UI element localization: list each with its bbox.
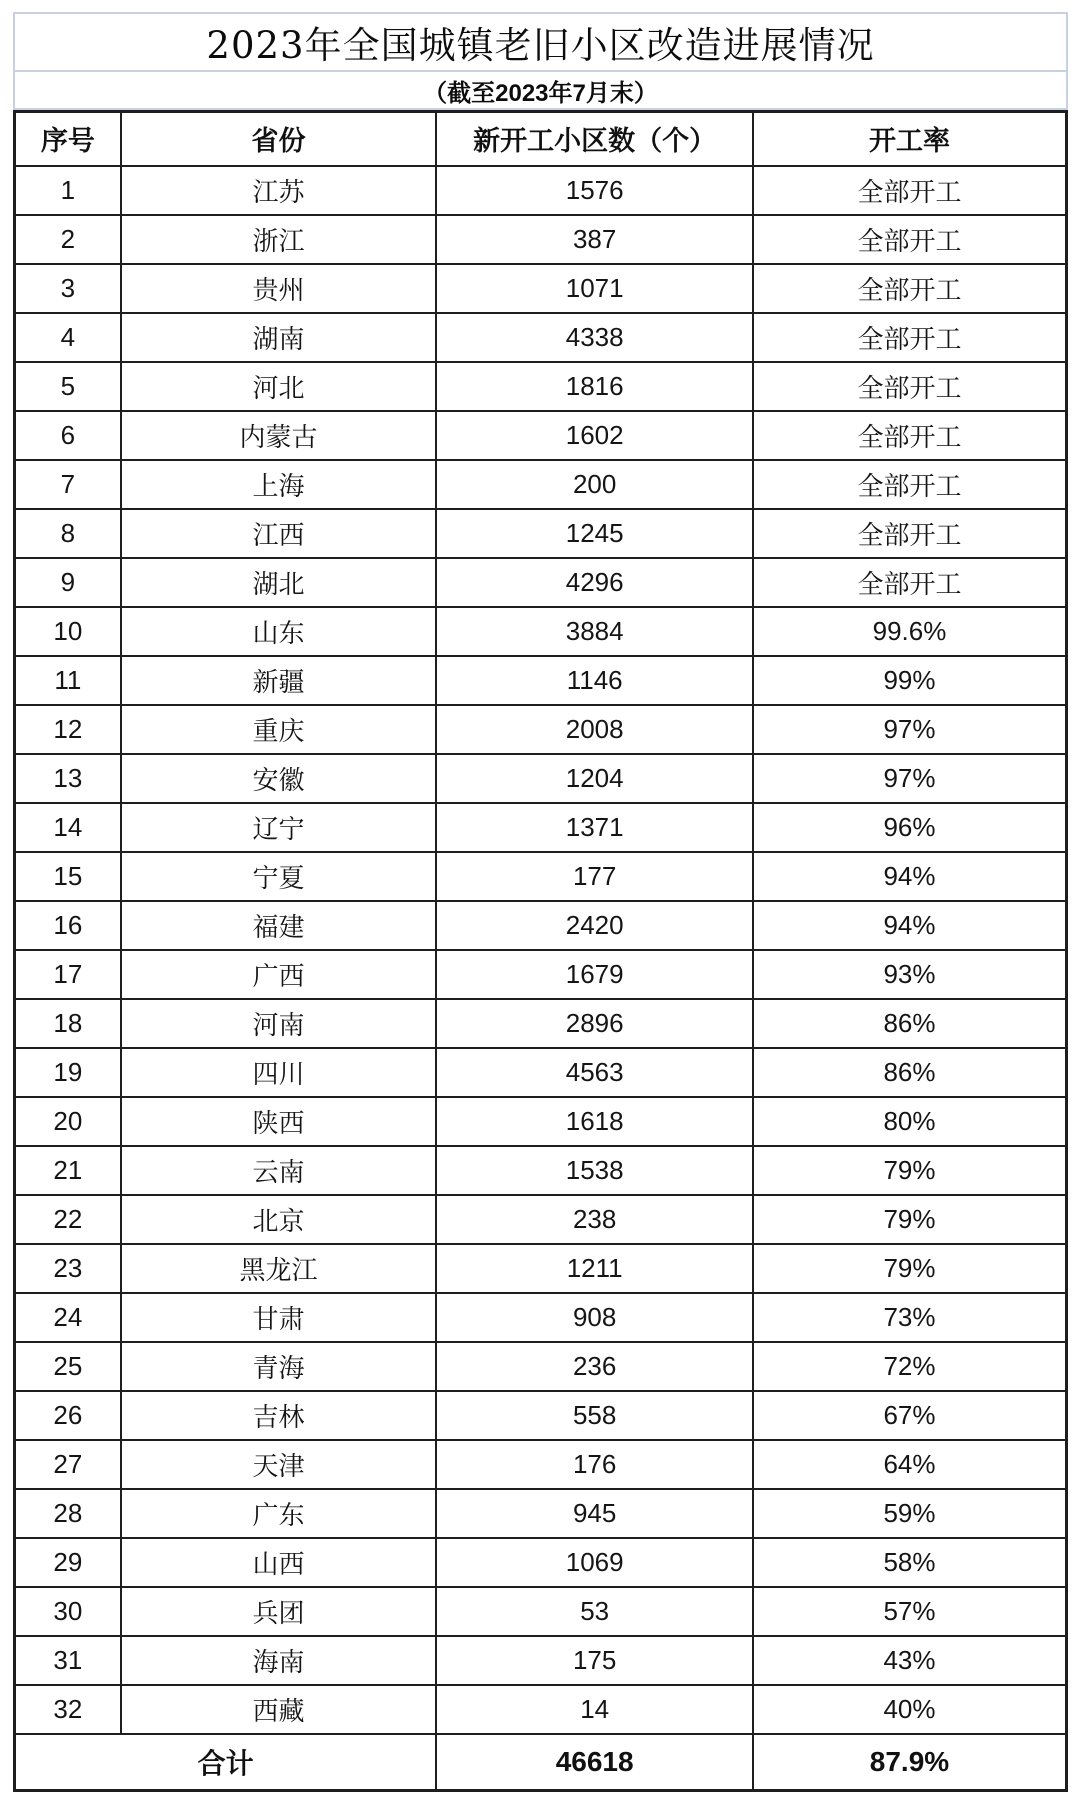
cell-rate: 79% (753, 1195, 1067, 1244)
cell-count: 387 (436, 215, 753, 264)
table-row (15, 950, 1067, 999)
report-table (13, 12, 1068, 1792)
cell-rate: 64% (753, 1440, 1067, 1489)
cell-count: 4338 (436, 313, 753, 362)
cell-rate: 80% (753, 1097, 1067, 1146)
cell-province: 北京 (121, 1195, 437, 1244)
cell-count: 2420 (436, 901, 753, 950)
cell-count: 1371 (436, 803, 753, 852)
cell-count: 238 (436, 1195, 753, 1244)
table-row (15, 1489, 1067, 1538)
cell-province: 宁夏 (121, 852, 437, 901)
cell-index: 17 (15, 950, 121, 999)
cell-count: 1679 (436, 950, 753, 999)
cell-rate: 全部开工 (753, 313, 1067, 362)
cell-index: 23 (15, 1244, 121, 1293)
cell-index: 15 (15, 852, 121, 901)
cell-index: 22 (15, 1195, 121, 1244)
table-row (15, 1587, 1067, 1636)
cell-province: 河北 (121, 362, 437, 411)
table-row (15, 1440, 1067, 1489)
cell-index: 4 (15, 313, 121, 362)
page-subtitle: （截至2023年7月末） (15, 70, 1066, 108)
cell-rate: 72% (753, 1342, 1067, 1391)
table-row (15, 1097, 1067, 1146)
cell-province: 广东 (121, 1489, 437, 1538)
table-row (15, 1048, 1067, 1097)
table-row (15, 1342, 1067, 1391)
cell-province: 江西 (121, 509, 437, 558)
cell-province: 贵州 (121, 264, 437, 313)
cell-count: 945 (436, 1489, 753, 1538)
cell-province: 广西 (121, 950, 437, 999)
header-rate: 开工率 (753, 112, 1067, 166)
cell-rate: 58% (753, 1538, 1067, 1587)
cell-rate: 全部开工 (753, 558, 1067, 607)
table-footer (15, 1734, 1067, 1791)
table-row (15, 1244, 1067, 1293)
cell-rate: 86% (753, 1048, 1067, 1097)
cell-province: 天津 (121, 1440, 437, 1489)
table-row (15, 852, 1067, 901)
title-block (13, 12, 1068, 110)
table-row (15, 1685, 1067, 1734)
cell-province: 甘肃 (121, 1293, 437, 1342)
cell-rate: 40% (753, 1685, 1067, 1734)
cell-province: 新疆 (121, 656, 437, 705)
cell-rate: 99.6% (753, 607, 1067, 656)
cell-index: 31 (15, 1636, 121, 1685)
cell-index: 25 (15, 1342, 121, 1391)
table-header (15, 112, 1067, 166)
cell-index: 3 (15, 264, 121, 313)
total-rate: 87.9% (753, 1734, 1067, 1791)
cell-index: 28 (15, 1489, 121, 1538)
header-index: 序号 (15, 112, 121, 166)
total-label: 合计 (15, 1734, 437, 1791)
cell-rate: 97% (753, 705, 1067, 754)
total-row (15, 1734, 1067, 1791)
cell-index: 32 (15, 1685, 121, 1734)
cell-index: 5 (15, 362, 121, 411)
cell-count: 1602 (436, 411, 753, 460)
cell-province: 福建 (121, 901, 437, 950)
cell-count: 1211 (436, 1244, 753, 1293)
table-row (15, 1636, 1067, 1685)
cell-count: 176 (436, 1440, 753, 1489)
cell-rate: 43% (753, 1636, 1067, 1685)
cell-index: 18 (15, 999, 121, 1048)
cell-rate: 57% (753, 1587, 1067, 1636)
cell-count: 200 (436, 460, 753, 509)
cell-rate: 86% (753, 999, 1067, 1048)
cell-rate: 全部开工 (753, 215, 1067, 264)
cell-rate: 94% (753, 852, 1067, 901)
cell-count: 2896 (436, 999, 753, 1048)
cell-index: 29 (15, 1538, 121, 1587)
cell-count: 177 (436, 852, 753, 901)
cell-count: 175 (436, 1636, 753, 1685)
cell-province: 吉林 (121, 1391, 437, 1440)
cell-rate: 97% (753, 754, 1067, 803)
cell-rate: 93% (753, 950, 1067, 999)
cell-count: 1071 (436, 264, 753, 313)
cell-count: 3884 (436, 607, 753, 656)
cell-province: 河南 (121, 999, 437, 1048)
cell-index: 21 (15, 1146, 121, 1195)
cell-province: 重庆 (121, 705, 437, 754)
table-row (15, 607, 1067, 656)
cell-count: 1816 (436, 362, 753, 411)
data-table (13, 110, 1068, 1792)
cell-index: 30 (15, 1587, 121, 1636)
table-row (15, 509, 1067, 558)
cell-index: 8 (15, 509, 121, 558)
cell-province: 内蒙古 (121, 411, 437, 460)
table-row (15, 1293, 1067, 1342)
table-row (15, 264, 1067, 313)
cell-province: 浙江 (121, 215, 437, 264)
cell-count: 2008 (436, 705, 753, 754)
table-row (15, 166, 1067, 215)
table-row (15, 362, 1067, 411)
cell-rate: 99% (753, 656, 1067, 705)
table-row (15, 803, 1067, 852)
table-row (15, 1146, 1067, 1195)
table-row (15, 460, 1067, 509)
cell-province: 陕西 (121, 1097, 437, 1146)
table-row (15, 1391, 1067, 1440)
cell-count: 1538 (436, 1146, 753, 1195)
cell-province: 黑龙江 (121, 1244, 437, 1293)
cell-count: 53 (436, 1587, 753, 1636)
cell-count: 1245 (436, 509, 753, 558)
cell-rate: 67% (753, 1391, 1067, 1440)
total-count: 46618 (436, 1734, 753, 1791)
cell-province: 湖北 (121, 558, 437, 607)
cell-province: 山西 (121, 1538, 437, 1587)
header-count: 新开工小区数（个） (436, 112, 753, 166)
table-row (15, 313, 1067, 362)
table-row (15, 1538, 1067, 1587)
cell-province: 西藏 (121, 1685, 437, 1734)
cell-rate: 全部开工 (753, 509, 1067, 558)
cell-index: 7 (15, 460, 121, 509)
table-body (15, 166, 1067, 1734)
cell-index: 13 (15, 754, 121, 803)
cell-index: 27 (15, 1440, 121, 1489)
cell-index: 24 (15, 1293, 121, 1342)
cell-province: 湖南 (121, 313, 437, 362)
cell-index: 14 (15, 803, 121, 852)
cell-rate: 94% (753, 901, 1067, 950)
page-title: 2023年全国城镇老旧小区改造进展情况 (206, 24, 875, 67)
cell-rate: 全部开工 (753, 264, 1067, 313)
cell-index: 10 (15, 607, 121, 656)
cell-rate: 全部开工 (753, 460, 1067, 509)
cell-rate: 96% (753, 803, 1067, 852)
cell-province: 云南 (121, 1146, 437, 1195)
cell-index: 16 (15, 901, 121, 950)
table-row (15, 901, 1067, 950)
cell-province: 江苏 (121, 166, 437, 215)
cell-index: 20 (15, 1097, 121, 1146)
cell-count: 1069 (436, 1538, 753, 1587)
table-row (15, 705, 1067, 754)
header-province: 省份 (121, 112, 437, 166)
cell-province: 四川 (121, 1048, 437, 1097)
cell-count: 236 (436, 1342, 753, 1391)
cell-count: 4296 (436, 558, 753, 607)
cell-rate: 全部开工 (753, 411, 1067, 460)
cell-count: 1204 (436, 754, 753, 803)
cell-count: 1146 (436, 656, 753, 705)
cell-count: 1618 (436, 1097, 753, 1146)
cell-index: 6 (15, 411, 121, 460)
cell-count: 1576 (436, 166, 753, 215)
cell-province: 海南 (121, 1636, 437, 1685)
cell-rate: 全部开工 (753, 166, 1067, 215)
table-row (15, 215, 1067, 264)
cell-count: 558 (436, 1391, 753, 1440)
table-row (15, 1195, 1067, 1244)
cell-index: 19 (15, 1048, 121, 1097)
cell-index: 12 (15, 705, 121, 754)
cell-index: 26 (15, 1391, 121, 1440)
cell-province: 兵团 (121, 1587, 437, 1636)
cell-index: 2 (15, 215, 121, 264)
table-row (15, 656, 1067, 705)
cell-province: 上海 (121, 460, 437, 509)
cell-province: 辽宁 (121, 803, 437, 852)
table-row (15, 558, 1067, 607)
cell-count: 4563 (436, 1048, 753, 1097)
cell-index: 1 (15, 166, 121, 215)
table-row (15, 411, 1067, 460)
cell-count: 14 (436, 1685, 753, 1734)
cell-rate: 59% (753, 1489, 1067, 1538)
cell-province: 山东 (121, 607, 437, 656)
cell-province: 安徽 (121, 754, 437, 803)
table-row (15, 754, 1067, 803)
cell-rate: 79% (753, 1244, 1067, 1293)
header-row (15, 112, 1067, 166)
table-row (15, 999, 1067, 1048)
cell-count: 908 (436, 1293, 753, 1342)
cell-rate: 73% (753, 1293, 1067, 1342)
cell-index: 11 (15, 656, 121, 705)
cell-index: 9 (15, 558, 121, 607)
cell-rate: 全部开工 (753, 362, 1067, 411)
cell-rate: 79% (753, 1146, 1067, 1195)
cell-province: 青海 (121, 1342, 437, 1391)
